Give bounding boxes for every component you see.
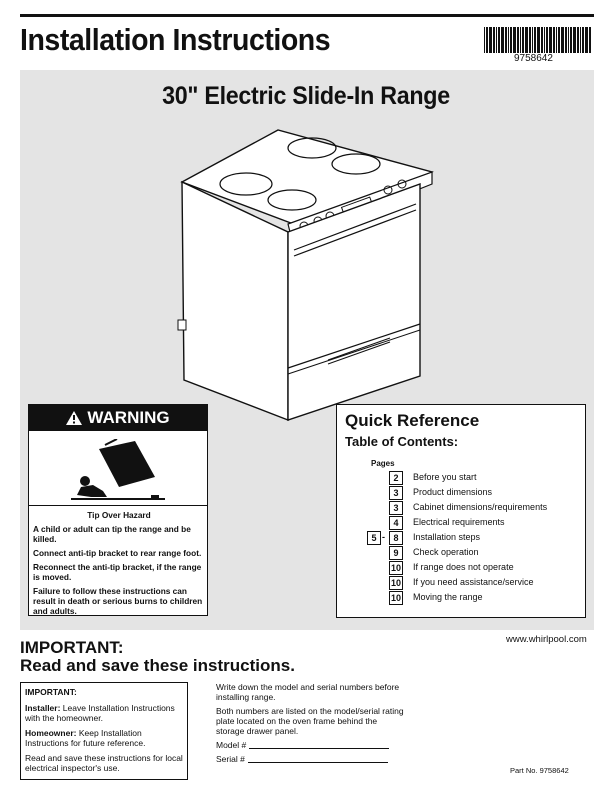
quick-reference-title: Quick Reference (345, 411, 480, 430)
page-number: 2 (389, 471, 403, 485)
barcode-bar (522, 27, 524, 53)
barcode-bar (549, 27, 552, 53)
page-number: 10 (390, 563, 401, 573)
barcode-bar (541, 27, 543, 53)
warning-divider (29, 505, 207, 506)
barcode-bar (532, 27, 533, 53)
part-number: Part No. 9758642 (510, 766, 569, 775)
barcode-bar (501, 27, 504, 53)
model-label: Model # (216, 740, 247, 750)
barcode-bar (496, 27, 497, 53)
barcode-bar (486, 27, 488, 53)
toc-label: Check operation (413, 547, 479, 557)
page-number: 9 (389, 546, 403, 560)
warning-box (28, 404, 208, 616)
barcode-bar (493, 27, 495, 53)
page-number-start: 5 (367, 531, 381, 545)
header-rule (20, 14, 594, 17)
important-notice-box (20, 682, 188, 780)
barcode-bar (582, 27, 584, 53)
warning-triangle-icon (66, 411, 82, 425)
record-numbers-section (216, 682, 404, 768)
warning-text (33, 510, 205, 620)
warning-line: A child or adult can tip the range and be killed. (33, 524, 191, 544)
toc-item[interactable] (337, 471, 585, 486)
barcode-bar (544, 27, 545, 53)
barcode-bar (570, 27, 572, 53)
model-number-field[interactable] (216, 740, 404, 750)
barcode-bar (573, 27, 576, 53)
barcode-bar (529, 27, 531, 53)
toc-label: Cabinet dimensions/requirements (413, 502, 548, 512)
hazard-title: Tip Over Hazard (87, 510, 151, 520)
product-subtitle: 30" Electric Slide-In Range (162, 82, 450, 110)
homeowner-note (25, 728, 185, 748)
warning-line: Failure to follow these instructions can result in death or serious burns to children and adults. (33, 586, 203, 616)
barcode-bar (513, 27, 516, 53)
toc-item[interactable] (337, 546, 585, 561)
barcode-bar (561, 27, 564, 53)
barcode-bar (498, 27, 500, 53)
toc-label: Electrical requirements (413, 517, 505, 527)
barcode-image (484, 27, 592, 53)
barcode-bar (568, 27, 569, 53)
toc-label: If you need assistance/service (413, 577, 534, 587)
serial-number-field[interactable] (216, 754, 404, 764)
barcode-bar (534, 27, 536, 53)
important-heading: IMPORTANT: (20, 638, 124, 657)
barcode-bar (558, 27, 560, 53)
toc-label: Moving the range (413, 592, 483, 602)
model-blank[interactable] (249, 740, 389, 749)
website-link[interactable]: www.whirlpool.com (506, 634, 587, 645)
range-illustration (170, 128, 440, 428)
page-number: 8 (389, 531, 403, 545)
barcode-bar (489, 27, 492, 53)
toc-heading: Table of Contents: (345, 434, 459, 449)
barcode-bar (517, 27, 519, 53)
record-location: Both numbers are listed on the model/serial rating plate located on the oven frame behind the storage drawer panel. (216, 706, 404, 736)
installer-label: Installer: (25, 703, 61, 713)
page-title: Installation Instructions (20, 22, 331, 57)
record-instruction: Write down the model and serial numbers before installing range. (216, 682, 400, 702)
barcode-bar (525, 27, 528, 53)
inspector-note: Read and save these instructions for local electrical inspector's use. (25, 753, 183, 773)
barcode-bar (508, 27, 509, 53)
toc-item[interactable] (337, 561, 585, 576)
warning-title: WARNING (87, 408, 170, 427)
toc-label: Before you start (413, 472, 477, 482)
page-range-dash: - (382, 532, 385, 542)
document-number: 9758642 (514, 53, 553, 64)
barcode-bar (553, 27, 555, 53)
pages-label: Pages (371, 459, 395, 468)
toc-label: Installation steps (413, 532, 481, 542)
homeowner-text: Keep Installation Instructions for future reference. (25, 728, 146, 748)
barcode-bar (580, 27, 581, 53)
barcode-bar (505, 27, 507, 53)
page-number: 10 (390, 578, 401, 588)
page-number: 3 (389, 486, 403, 500)
installer-note (25, 703, 185, 723)
toc-item[interactable] (337, 486, 585, 501)
page-number: 10 (390, 593, 401, 603)
notice-heading: IMPORTANT: (25, 687, 77, 697)
page-number: 3 (389, 501, 403, 515)
serial-blank[interactable] (248, 754, 388, 763)
important-subheading: Read and save these instructions. (20, 656, 295, 675)
homeowner-label: Homeowner: (25, 728, 77, 738)
toc-label: Product dimensions (413, 487, 493, 497)
barcode-bar (510, 27, 512, 53)
toc-item[interactable] (337, 576, 585, 591)
barcode-bar (589, 27, 591, 53)
serial-label: Serial # (216, 754, 245, 764)
warning-line: Reconnect the anti-tip bracket, if the range is moved. (33, 562, 202, 582)
barcode-bar (546, 27, 548, 53)
warning-line: Connect anti-tip bracket to rear range foot. (33, 548, 202, 558)
barcode-bar (537, 27, 540, 53)
tip-over-hazard-icon (71, 439, 165, 505)
quick-reference-box (336, 404, 586, 618)
toc-item[interactable] (337, 501, 585, 516)
page-number: 4 (389, 516, 403, 530)
installer-text: Leave Installation Instructions with the homeowner. (25, 703, 175, 723)
toc-label: If range does not operate (413, 562, 514, 572)
barcode-bar (577, 27, 579, 53)
barcode-bar (565, 27, 567, 53)
barcode-bar (585, 27, 588, 53)
barcode-bar (484, 27, 485, 53)
toc-item[interactable] (337, 516, 585, 531)
barcode-bar (520, 27, 521, 53)
warning-header (29, 405, 207, 431)
toc-item[interactable] (337, 531, 585, 546)
barcode-bar (556, 27, 557, 53)
toc-item[interactable] (337, 591, 585, 606)
